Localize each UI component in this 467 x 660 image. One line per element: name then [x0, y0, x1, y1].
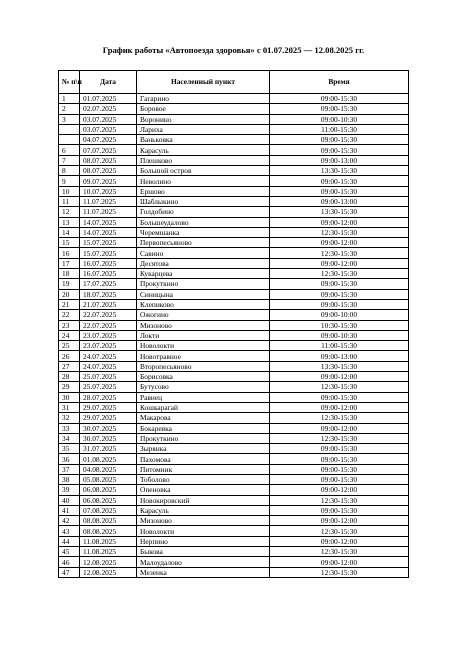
table-row	[59, 444, 409, 454]
cell-num: 21	[59, 299, 80, 309]
cell-num: 37	[59, 464, 80, 474]
cell-time: 09:00-12:00	[270, 238, 409, 248]
cell-time: 09:00-15:30	[270, 454, 409, 464]
cell-time: 09:00-15:30	[270, 505, 409, 515]
cell-date: 12.08.2025	[80, 557, 137, 567]
table-row	[59, 207, 409, 217]
cell-place: Карасуль	[137, 145, 270, 155]
cell-time: 13:30-15:30	[270, 166, 409, 176]
cell-num	[59, 135, 80, 145]
table-row	[59, 186, 409, 196]
table-row	[59, 289, 409, 299]
cell-num: 33	[59, 423, 80, 433]
table-row	[59, 433, 409, 443]
cell-num: 44	[59, 536, 80, 546]
cell-date: 06.08.2025	[80, 495, 137, 505]
cell-date: 09.07.2025	[80, 176, 137, 186]
table-row	[59, 454, 409, 464]
cell-date: 23.07.2025	[80, 341, 137, 351]
table-row	[59, 196, 409, 206]
cell-time: 10:30-15:30	[270, 320, 409, 330]
table-row	[59, 330, 409, 340]
header-date: Дата	[80, 71, 137, 94]
cell-time: 09:00-10:00	[270, 310, 409, 320]
cell-place: Малоудалово	[137, 557, 270, 567]
cell-date: 16.07.2025	[80, 269, 137, 279]
cell-place: Бокаревка	[137, 423, 270, 433]
cell-date: 29.07.2025	[80, 413, 137, 423]
cell-date: 15.07.2025	[80, 238, 137, 248]
cell-place: Быкова	[137, 547, 270, 557]
cell-place: Бутусово	[137, 382, 270, 392]
cell-date: 04.08.2025	[80, 464, 137, 474]
cell-num: 34	[59, 433, 80, 443]
table-row	[59, 423, 409, 433]
cell-num: 6	[59, 145, 80, 155]
table-row	[59, 382, 409, 392]
schedule-table	[58, 70, 409, 578]
cell-num: 18	[59, 269, 80, 279]
table-row	[59, 505, 409, 515]
cell-place: Синицына	[137, 289, 270, 299]
header-place: Населенный пункт	[137, 71, 270, 94]
cell-time: 09:00-13:00	[270, 351, 409, 361]
cell-date: 29.07.2025	[80, 402, 137, 412]
cell-num: 39	[59, 485, 80, 495]
cell-time: 12:30-15:30	[270, 269, 409, 279]
table-row	[59, 547, 409, 557]
cell-time: 09:00-10:30	[270, 114, 409, 124]
cell-place: Локти	[137, 330, 270, 340]
cell-date: 03.07.2025	[80, 124, 137, 134]
cell-time: 09:00-12:00	[270, 516, 409, 526]
cell-time: 09:00-13:00	[270, 196, 409, 206]
cell-num	[59, 124, 80, 134]
cell-date: 14.07.2025	[80, 217, 137, 227]
cell-date: 24.07.2025	[80, 361, 137, 371]
cell-num: 11	[59, 196, 80, 206]
table-row	[59, 516, 409, 526]
cell-num: 46	[59, 557, 80, 567]
table-row	[59, 155, 409, 165]
cell-num: 30	[59, 392, 80, 402]
table-row	[59, 474, 409, 484]
document-title: График работы «Автопоезда здоровья» с 01.07.2025 — 12.08.2025 гг.	[102, 45, 365, 55]
cell-place: Опеновка	[137, 485, 270, 495]
table-row	[59, 279, 409, 289]
cell-place: Десятова	[137, 258, 270, 268]
cell-time: 09:00-15:30	[270, 444, 409, 454]
cell-time: 09:00-12:00	[270, 557, 409, 567]
table-row	[59, 248, 409, 258]
cell-date: 25.07.2025	[80, 382, 137, 392]
cell-time: 09:00-15:30	[270, 474, 409, 484]
table-row	[59, 135, 409, 145]
cell-date: 08.08.2025	[80, 516, 137, 526]
cell-time: 12:30-15:30	[270, 248, 409, 258]
cell-num: 15	[59, 238, 80, 248]
cell-num: 20	[59, 289, 80, 299]
table-row	[59, 227, 409, 237]
cell-place: Прокуткино	[137, 433, 270, 443]
cell-date: 07.08.2025	[80, 505, 137, 515]
cell-time: 09:00-13:00	[270, 155, 409, 165]
cell-num: 32	[59, 413, 80, 423]
cell-time: 09:00-12:00	[270, 217, 409, 227]
table-row	[59, 114, 409, 124]
cell-date: 18.07.2025	[80, 289, 137, 299]
cell-num: 8	[59, 166, 80, 176]
cell-place: Плешково	[137, 155, 270, 165]
cell-place: Мизоново	[137, 516, 270, 526]
cell-date: 01.07.2025	[80, 94, 137, 104]
cell-time: 13:30-15:30	[270, 207, 409, 217]
table-row	[59, 299, 409, 309]
cell-place: Пахомова	[137, 454, 270, 464]
table-row	[59, 217, 409, 227]
cell-num: 23	[59, 320, 80, 330]
cell-time: 09:00-10:30	[270, 330, 409, 340]
cell-date: 23.07.2025	[80, 330, 137, 340]
table-row	[59, 94, 409, 104]
cell-time: 12:30-15:30	[270, 495, 409, 505]
cell-date: 30.07.2025	[80, 423, 137, 433]
cell-time: 12:30-15:30	[270, 547, 409, 557]
cell-num: 31	[59, 402, 80, 412]
table-row	[59, 351, 409, 361]
cell-date: 15.07.2025	[80, 248, 137, 258]
cell-num: 47	[59, 567, 80, 577]
table-row	[59, 567, 409, 577]
cell-place: Равнец	[137, 392, 270, 402]
cell-num: 38	[59, 474, 80, 484]
cell-place: Макарова	[137, 413, 270, 423]
cell-num: 12	[59, 207, 80, 217]
cell-place: Шаблыкино	[137, 196, 270, 206]
cell-time: 09:00-15:30	[270, 145, 409, 155]
cell-time: 09:00-12:00	[270, 423, 409, 433]
header-num: № п\п	[59, 71, 80, 94]
cell-time: 09:00-12:00	[270, 258, 409, 268]
table-row	[59, 145, 409, 155]
cell-time: 09:00-12:00	[270, 372, 409, 382]
cell-date: 08.08.2025	[80, 526, 137, 536]
cell-place: Новотравное	[137, 351, 270, 361]
cell-place: Воронино	[137, 114, 270, 124]
cell-date: 28.07.2025	[80, 392, 137, 402]
table-row	[59, 495, 409, 505]
table-row	[59, 238, 409, 248]
cell-date: 10.07.2025	[80, 186, 137, 196]
table-row	[59, 310, 409, 320]
cell-place: Клепиково	[137, 299, 270, 309]
cell-time: 12:30-15:30	[270, 382, 409, 392]
cell-num: 19	[59, 279, 80, 289]
cell-num: 7	[59, 155, 80, 165]
cell-num: 9	[59, 176, 80, 186]
cell-num: 45	[59, 547, 80, 557]
table-row	[59, 104, 409, 114]
cell-time: 09:00-15:30	[270, 186, 409, 196]
cell-num: 29	[59, 382, 80, 392]
table-row	[59, 341, 409, 351]
table-row	[59, 485, 409, 495]
cell-date: 17.07.2025	[80, 279, 137, 289]
cell-date: 11.07.2025	[80, 207, 137, 217]
cell-date: 03.07.2025	[80, 114, 137, 124]
cell-date: 22.07.2025	[80, 320, 137, 330]
cell-place: Ершово	[137, 186, 270, 196]
cell-place: Кукарцева	[137, 269, 270, 279]
cell-place: Боровое	[137, 104, 270, 114]
table-row	[59, 402, 409, 412]
cell-date: 11.08.2025	[80, 547, 137, 557]
cell-time: 09:00-15:30	[270, 299, 409, 309]
cell-place: Кошкарагай	[137, 402, 270, 412]
cell-time: 12:30-15:30	[270, 227, 409, 237]
cell-place: Голдобино	[137, 207, 270, 217]
cell-num: 24	[59, 330, 80, 340]
cell-place: Савино	[137, 248, 270, 258]
cell-time: 09:00-12:00	[270, 485, 409, 495]
cell-date: 25.07.2025	[80, 372, 137, 382]
table-row	[59, 166, 409, 176]
cell-place: Зырянка	[137, 444, 270, 454]
table-row	[59, 258, 409, 268]
cell-num: 3	[59, 114, 80, 124]
cell-time: 09:00-15:30	[270, 289, 409, 299]
cell-num: 26	[59, 351, 80, 361]
cell-time: 09:00-15:30	[270, 392, 409, 402]
cell-place: Нерпино	[137, 536, 270, 546]
cell-time: 09:00-12:00	[270, 402, 409, 412]
cell-time: 09:00-15:30	[270, 135, 409, 145]
cell-place: Второпесьяново	[137, 361, 270, 371]
cell-date: 30.07.2025	[80, 433, 137, 443]
cell-num: 35	[59, 444, 80, 454]
cell-date: 11.07.2025	[80, 196, 137, 206]
cell-place: Большеудалово	[137, 217, 270, 227]
cell-date: 12.08.2025	[80, 567, 137, 577]
cell-num: 2	[59, 104, 80, 114]
table-row	[59, 536, 409, 546]
cell-time: 12:30-15:30	[270, 526, 409, 536]
table-row	[59, 176, 409, 186]
cell-num: 16	[59, 248, 80, 258]
cell-num: 13	[59, 217, 80, 227]
cell-num: 40	[59, 495, 80, 505]
cell-time: 09:00-15:30	[270, 279, 409, 289]
cell-place: Прокуткино	[137, 279, 270, 289]
cell-num: 17	[59, 258, 80, 268]
cell-num: 28	[59, 372, 80, 382]
cell-date: 16.07.2025	[80, 258, 137, 268]
cell-place: Мизоново	[137, 320, 270, 330]
cell-time: 09:00-15:30	[270, 176, 409, 186]
cell-time: 11:00-15:30	[270, 341, 409, 351]
cell-place: Неволино	[137, 176, 270, 186]
cell-num: 42	[59, 516, 80, 526]
cell-date: 08.07.2025	[80, 166, 137, 176]
cell-num: 41	[59, 505, 80, 515]
cell-time: 12:30-15:30	[270, 433, 409, 443]
cell-place: Большой остров	[137, 166, 270, 176]
cell-place: Ожогино	[137, 310, 270, 320]
cell-place: Новолокти	[137, 341, 270, 351]
cell-num: 36	[59, 454, 80, 464]
cell-date: 08.07.2025	[80, 155, 137, 165]
cell-date: 31.07.2025	[80, 444, 137, 454]
cell-date: 24.07.2025	[80, 351, 137, 361]
table-row	[59, 269, 409, 279]
cell-place: Лариха	[137, 124, 270, 134]
table-row	[59, 392, 409, 402]
table-row	[59, 413, 409, 423]
cell-date: 06.08.2025	[80, 485, 137, 495]
cell-date: 01.08.2025	[80, 454, 137, 464]
cell-num: 22	[59, 310, 80, 320]
table-row	[59, 464, 409, 474]
cell-time: 12:30-15:30	[270, 413, 409, 423]
cell-date: 22.07.2025	[80, 310, 137, 320]
cell-place: Карасуль	[137, 505, 270, 515]
cell-date: 05.08.2025	[80, 474, 137, 484]
table-row	[59, 320, 409, 330]
table-row	[59, 124, 409, 134]
cell-num: 43	[59, 526, 80, 536]
table-row	[59, 526, 409, 536]
cell-time: 13:30-15:30	[270, 361, 409, 371]
cell-num: 10	[59, 186, 80, 196]
cell-time: 11:00-15:30	[270, 124, 409, 134]
table-body	[59, 94, 409, 578]
cell-place: Гагарино	[137, 94, 270, 104]
cell-date: 04.07.2025	[80, 135, 137, 145]
cell-time: 09:00-12:00	[270, 536, 409, 546]
table-row	[59, 361, 409, 371]
cell-time: 09:00-15:30	[270, 464, 409, 474]
table-header-row	[59, 71, 409, 94]
cell-date: 02.07.2025	[80, 104, 137, 114]
cell-num: 27	[59, 361, 80, 371]
cell-place: Тоболово	[137, 474, 270, 484]
cell-place: Мезенка	[137, 567, 270, 577]
cell-place: Питомник	[137, 464, 270, 474]
cell-num: 1	[59, 94, 80, 104]
cell-place: Борисовка	[137, 372, 270, 382]
cell-date: 07.07.2025	[80, 145, 137, 155]
cell-time: 12:30-15:30	[270, 567, 409, 577]
table-row	[59, 557, 409, 567]
cell-time: 09:00-15:30	[270, 94, 409, 104]
cell-date: 11.08.2025	[80, 536, 137, 546]
cell-place: Новокировский	[137, 495, 270, 505]
cell-time: 09:00-15:30	[270, 104, 409, 114]
cell-place: Ваньковка	[137, 135, 270, 145]
header-time: Время	[270, 71, 409, 94]
cell-date: 21.07.2025	[80, 299, 137, 309]
cell-place: Черемшанка	[137, 227, 270, 237]
cell-place: Первопесьяново	[137, 238, 270, 248]
table-row	[59, 372, 409, 382]
cell-num: 14	[59, 227, 80, 237]
cell-place: Новолокти	[137, 526, 270, 536]
cell-date: 14.07.2025	[80, 227, 137, 237]
cell-num: 25	[59, 341, 80, 351]
